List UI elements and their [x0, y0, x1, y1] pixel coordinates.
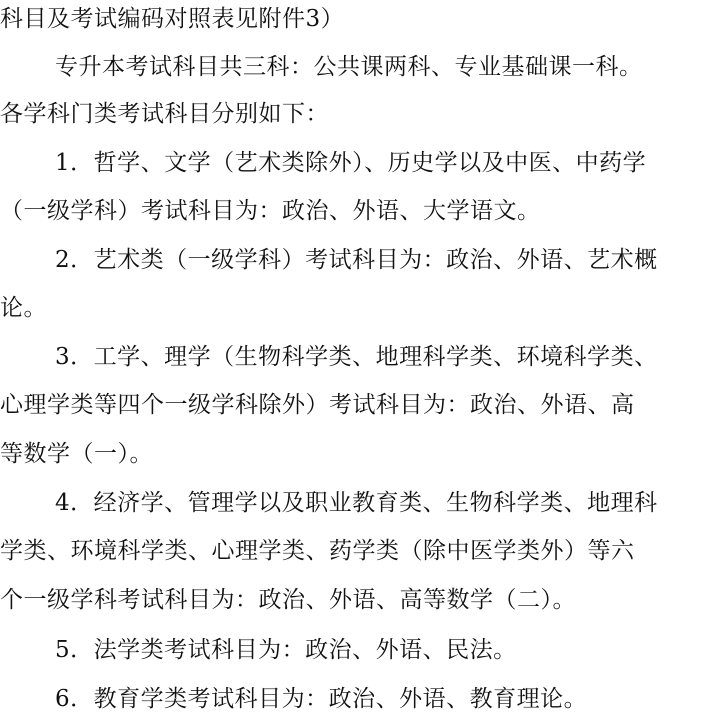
text-line-10: 等数学（一）。: [0, 441, 153, 467]
text-line-9: 心理学类等四个一级学科除外）考试科目为：政治、外语、高: [0, 392, 635, 418]
text-line-13: 个一级学科考试科目为：政治、外语、高等数学（二）。: [0, 587, 576, 613]
text-line-8: 3．工学、理学（生物科学类、地理科学类、环境科学类、: [55, 344, 658, 370]
text-line-12: 学类、环境科学类、心理学类、药学类（除中医学类外）等六: [0, 538, 635, 564]
text-line-14: 5．法学类考试科目为：政治、外语、民法。: [55, 637, 517, 663]
text-line-15: 6．教育学类考试科目为：政治、外语、教育理论。: [55, 686, 588, 712]
text-line-7: 论。: [0, 295, 47, 321]
text-line-6: 2．艺术类（一级学科）考试科目为：政治、外语、艺术概: [55, 247, 658, 273]
text-line-4: 1．哲学、文学（艺术类除外）、历史学以及中医、中药学: [55, 150, 647, 176]
text-line-3: 各学科门类考试科目分别如下：: [0, 101, 329, 127]
text-line-1: 科目及考试编码对照表见附件3）: [0, 6, 345, 32]
text-line-5: （一级学科）考试科目为：政治、外语、大学语文。: [0, 198, 541, 224]
text-line-2: 专升本考试科目共三科：公共课两科、专业基础课一科。: [55, 54, 643, 80]
text-line-11: 4．经济学、管理学以及职业教育类、生物科学类、地理科: [55, 490, 658, 516]
